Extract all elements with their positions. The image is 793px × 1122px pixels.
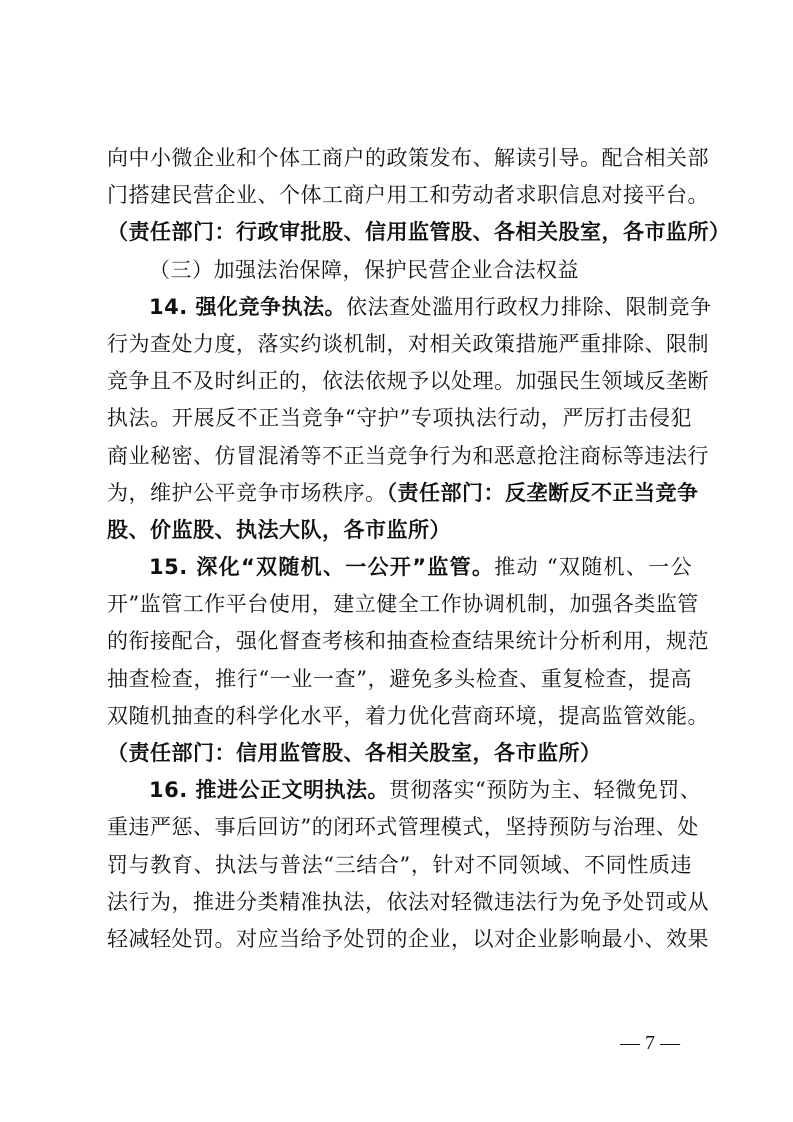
item-15-title: 15. 深化“双随机、一公开”监管。 [149, 555, 495, 580]
text-span: 贯彻落实“预防为主、轻微免罚、 [389, 778, 702, 803]
text-line: 行为查处力度，落实约谈机制，对相关政策措施严重排除、限制 [107, 331, 709, 356]
text-line: 竞争且不及时纠正的，依法依规予以处理。加强民生领域反垄断 [107, 369, 709, 394]
item-16-title: 16. 推进公正文明执法。 [149, 778, 390, 803]
item-14-title: 14. 强化竞争执法。 [149, 294, 347, 319]
item-14-heading-line [107, 289, 712, 326]
responsibility-note: （责任部门：信用监管股、各相关股室，各市监所） [107, 741, 602, 765]
document-body [107, 140, 731, 958]
text-span: 为，维护公平竞争市场秩序。 [107, 480, 387, 505]
text-line: 重违严惩、事后回访”的闭环式管理模式，坚持预防与治理、处 [107, 815, 699, 840]
responsibility-note: 股、价监股、执法大队，各市监所） [107, 517, 451, 542]
text-line: 法行为，推进分类精准执法，依法对轻微违法行为免予处罚或从 [107, 889, 709, 914]
item-15-heading-line [107, 549, 692, 586]
item-16-heading-line [107, 772, 702, 809]
page-number: — 7 — [620, 1032, 680, 1054]
text-span: 依法查处滥用行政权力排除、限制竞争 [346, 294, 712, 319]
responsibility-note: （责任部门：行政审批股、信用监管股、各相关股室，各市监所） [107, 220, 731, 245]
text-line: 双随机抽查的科学化水平，着力优化营商环境，提高监管效能。 [107, 703, 709, 728]
text-line: 向中小微企业和个体工商户的政策发布、解读引导。配合相关部 [107, 146, 709, 170]
text-span: 推动 “双随机、一公 [494, 555, 692, 580]
section-heading: （三）加强法治保障，保护民营企业合法权益 [149, 257, 579, 282]
text-line: 执法。开展反不正当竞争“守护”专项执法行动，严厉打击侵犯 [107, 406, 692, 431]
text-line: 商业秘密、仿冒混淆等不正当竞争行为和恶意抢注商标等违法行 [107, 443, 709, 468]
responsibility-note: （责任部门：反垄断反不正当竞争 [386, 480, 699, 505]
text-line [107, 475, 699, 512]
text-line: 的衔接配合，强化督查考核和抽查检查结果统计分析利用，规范 [107, 629, 709, 654]
text-line: 抽查检查，推行“一业一查”，避免多头检查、重复检查，提高 [107, 666, 692, 691]
text-line: 罚与教育、执法与普法“三结合”，针对不同领域、不同性质违 [107, 852, 692, 877]
text-line: 门搭建民营企业、个体工商户用工和劳动者求职信息对接平台。 [107, 183, 709, 208]
text-line: 开”监管工作平台使用，建立健全工作协调机制，加强各类监管 [107, 592, 699, 617]
text-line: 轻减轻处罚。对应当给予处罚的企业，以对企业影响最小、效果 [107, 926, 709, 951]
